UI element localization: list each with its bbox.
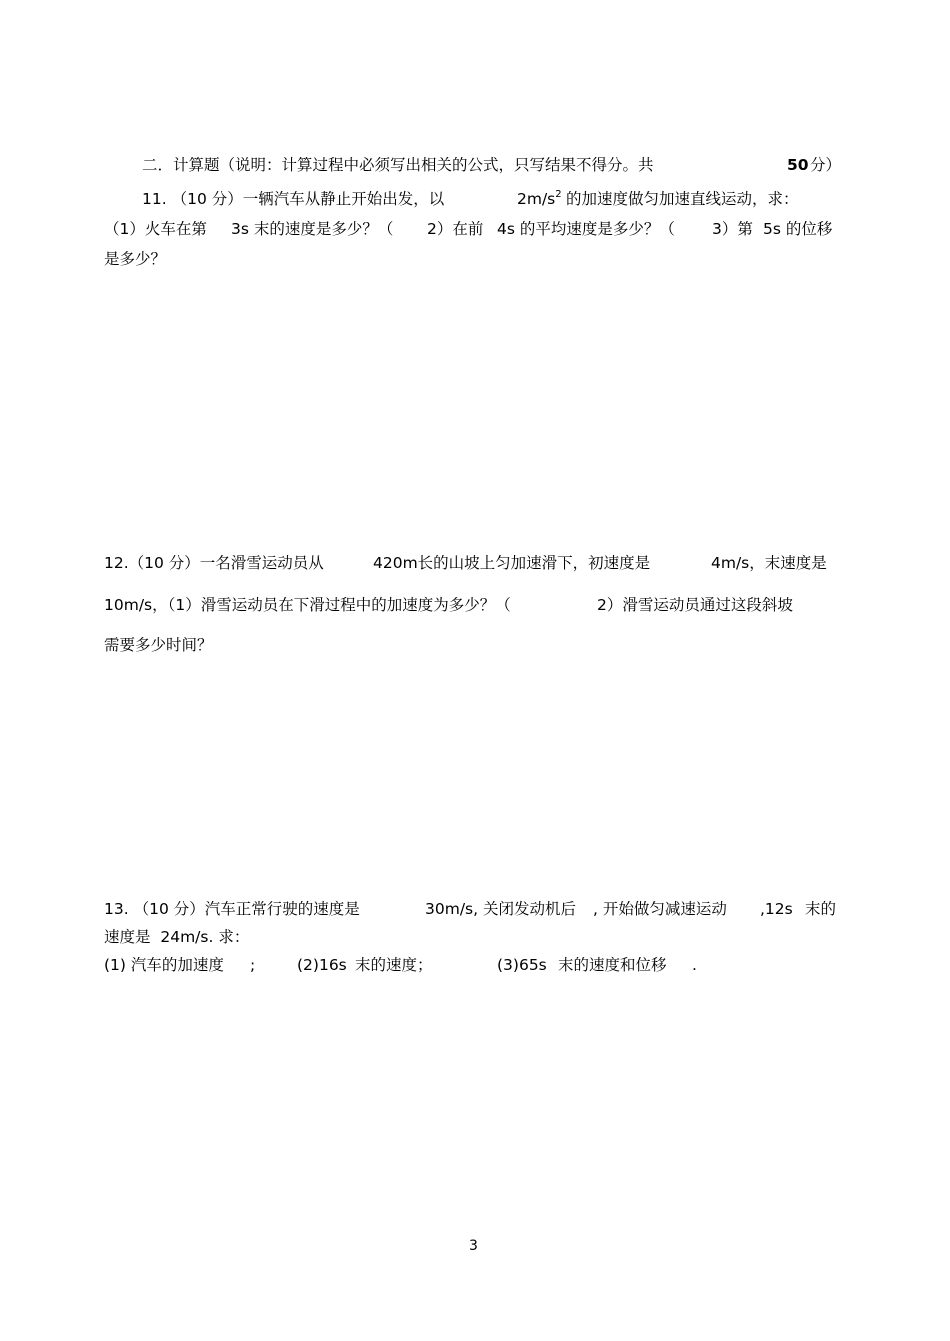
q13-text-e: 末的 <box>805 900 837 918</box>
q11-part3-text: 5s 的位移 <box>763 220 833 238</box>
q13-text-d: ,12s <box>760 900 793 918</box>
q13-text-a: 13. （10 分）汽车正常行驶的速度是 <box>104 900 360 918</box>
q11-text-c: 的加速度做匀加速直线运动，求： <box>566 190 799 208</box>
q11-part1-label: （1）火车在第 <box>104 220 207 238</box>
q13-part3-label: (3)65s <box>497 956 547 974</box>
q12-text-c: 4m/s，末速度是 <box>711 554 827 572</box>
q13-part2-label: (2)16s <box>297 956 347 974</box>
q13-part2-text: 末的速度； <box>355 956 433 974</box>
q11-accel-exponent: 2 <box>555 189 562 200</box>
q13-part3-text: 末的速度和位移 <box>558 956 667 974</box>
q12-part2-text: 2）滑雪运动员通过这段斜坡 <box>597 596 793 614</box>
q12-text-b: 420m长的山坡上匀加速滑下，初速度是 <box>373 554 651 572</box>
q13-part1-sep: ; <box>250 956 256 974</box>
q11-part1-text: 3s 末的速度是多少？（ <box>231 220 394 238</box>
q13-part1-text: (1) 汽车的加速度 <box>104 956 224 974</box>
q11-text-a: 11. （10 分）一辆汽车从静止开始出发，以 <box>142 190 445 208</box>
section-points-unit: 分） <box>810 156 842 174</box>
q13-text-line2: 速度是 24m/s. 求： <box>104 928 250 946</box>
q13-part3-end: . <box>692 956 697 974</box>
q12-text-end: 需要多少时间？ <box>104 636 213 654</box>
q13-text-c: , 开始做匀减速运动 <box>593 900 727 918</box>
q11-part3-label: 3）第 <box>712 220 753 238</box>
q11-accel-value: $2m/s^2$ <box>517 189 562 208</box>
section-heading: 二．计算题（说明：计算过程中必须写出相关的公式，只写结果不得分。共 <box>142 156 654 174</box>
q13-text-b: 30m/s, 关闭发动机后 <box>425 900 576 918</box>
q11-part2-label: 2）在前 <box>427 220 484 238</box>
q12-part1-text: 10m/s，（1）滑雪运动员在下滑过程中的加速度为多少？（ <box>104 596 511 614</box>
q11-text-end: 是多少？ <box>104 250 167 268</box>
section-points: 50 <box>787 156 809 174</box>
q12-text-a: 12.（10 分）一名滑雪运动员从 <box>104 554 324 572</box>
q11-part2-text: 4s 的平均速度是多少？（ <box>497 220 675 238</box>
page-number: 3 <box>469 1238 478 1254</box>
